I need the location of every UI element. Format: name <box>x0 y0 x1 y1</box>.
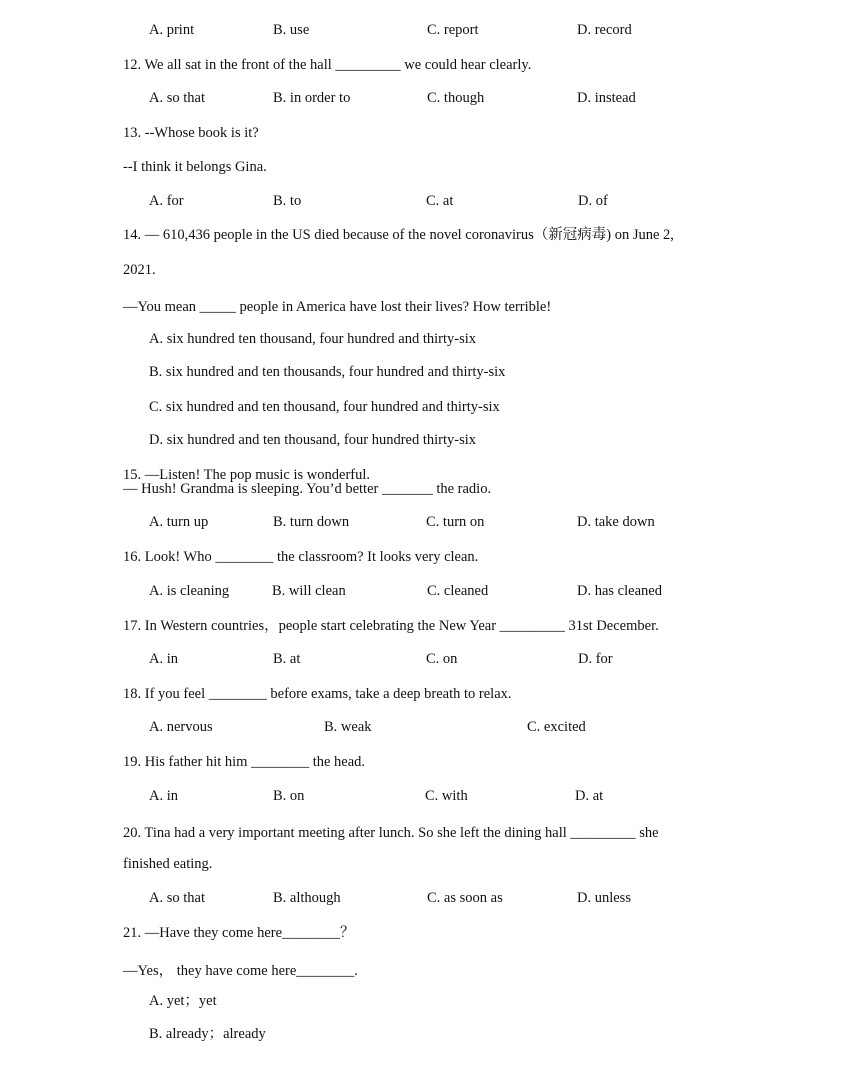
option-a: A. yet；yet <box>149 993 217 1009</box>
option-d: D. unless <box>577 890 631 906</box>
option-b: B. six hundred and ten thousands, four hundred and thirty-six <box>149 364 506 380</box>
question-stem-reply: --I think it belongs Gina. <box>123 159 267 175</box>
option-c: C. excited <box>527 719 586 735</box>
option-c: C. though <box>427 90 485 106</box>
question-stem: 15. —Listen! The pop music is wonderful. <box>123 467 371 483</box>
option-a: A. in <box>149 788 178 804</box>
question-stem-continued: finished eating. <box>123 856 213 872</box>
option-c: C. turn on <box>426 514 485 530</box>
question-stem: 13. --Whose book is it? <box>123 125 259 141</box>
option-b: B. weak <box>324 719 372 735</box>
option-b: B. use <box>273 22 310 38</box>
option-d: D. at <box>575 788 604 804</box>
option-a: A. so that <box>149 890 205 906</box>
option-d: D. instead <box>577 90 636 106</box>
option-a: A. is cleaning <box>149 583 230 599</box>
option-b: B. to <box>273 193 302 209</box>
option-b: B. on <box>273 788 305 804</box>
option-b: B. at <box>273 651 301 667</box>
option-a: A. so that <box>149 90 205 106</box>
option-b: B. although <box>273 890 341 906</box>
option-c: C. at <box>426 193 454 209</box>
option-d: D. for <box>578 651 613 667</box>
option-b: B. already；already <box>149 1026 266 1042</box>
option-c: C. report <box>427 22 479 38</box>
option-a: A. for <box>149 193 184 209</box>
option-c: C. cleaned <box>427 583 489 599</box>
option-a: A. six hundred ten thousand, four hundred and thirty-six <box>149 331 477 347</box>
question-stem: 19. His father hit him ________ the head. <box>123 754 366 770</box>
question-stem: 12. We all sat in the front of the hall _________ we could hear clearly. <box>123 57 532 73</box>
option-d: D. record <box>577 22 632 38</box>
option-b: B. turn down <box>273 514 350 530</box>
option-a: A. turn up <box>149 514 209 530</box>
option-c: C. on <box>426 651 458 667</box>
option-d: D. has cleaned <box>577 583 662 599</box>
question-stem-reply: — Hush! Grandma is sleeping. You’d better _______ the radio. <box>123 481 492 497</box>
question-stem: 14. — 610,436 people in the US died because of the novel coronavirus（新冠病毒) on June 2, <box>123 227 674 243</box>
question-stem-continued: 2021. <box>123 262 156 278</box>
question-stem: 18. If you feel ________ before exams, take a deep breath to relax. <box>123 686 512 702</box>
option-d: D. six hundred and ten thousand, four hundred thirty-six <box>149 432 477 448</box>
question-stem-reply: —You mean _____ people in America have lost their lives? How terrible! <box>123 299 552 315</box>
option-b: B. will clean <box>272 583 346 599</box>
option-d: D. take down <box>577 514 655 530</box>
option-a: A. print <box>149 22 195 38</box>
option-c: C. six hundred and ten thousand, four hundred and thirty-six <box>149 399 500 415</box>
question-stem: 16. Look! Who ________ the classroom? It looks very clean. <box>123 549 479 565</box>
question-stem: 20. Tina had a very important meeting after lunch. So she left the dining hall _________ she <box>123 825 659 841</box>
option-a: A. nervous <box>149 719 213 735</box>
question-stem-reply: —Yes， they have come here________. <box>123 963 358 979</box>
option-c: C. with <box>425 788 468 804</box>
option-c: C. as soon as <box>427 890 503 906</box>
option-d: D. of <box>578 193 608 209</box>
option-a: A. in <box>149 651 178 667</box>
option-b: B. in order to <box>273 90 351 106</box>
question-stem: 17. In Western countries，people start celebrating the New Year _________ 31st December. <box>123 618 659 634</box>
question-stem: 21. —Have they come here________？ <box>123 925 355 941</box>
